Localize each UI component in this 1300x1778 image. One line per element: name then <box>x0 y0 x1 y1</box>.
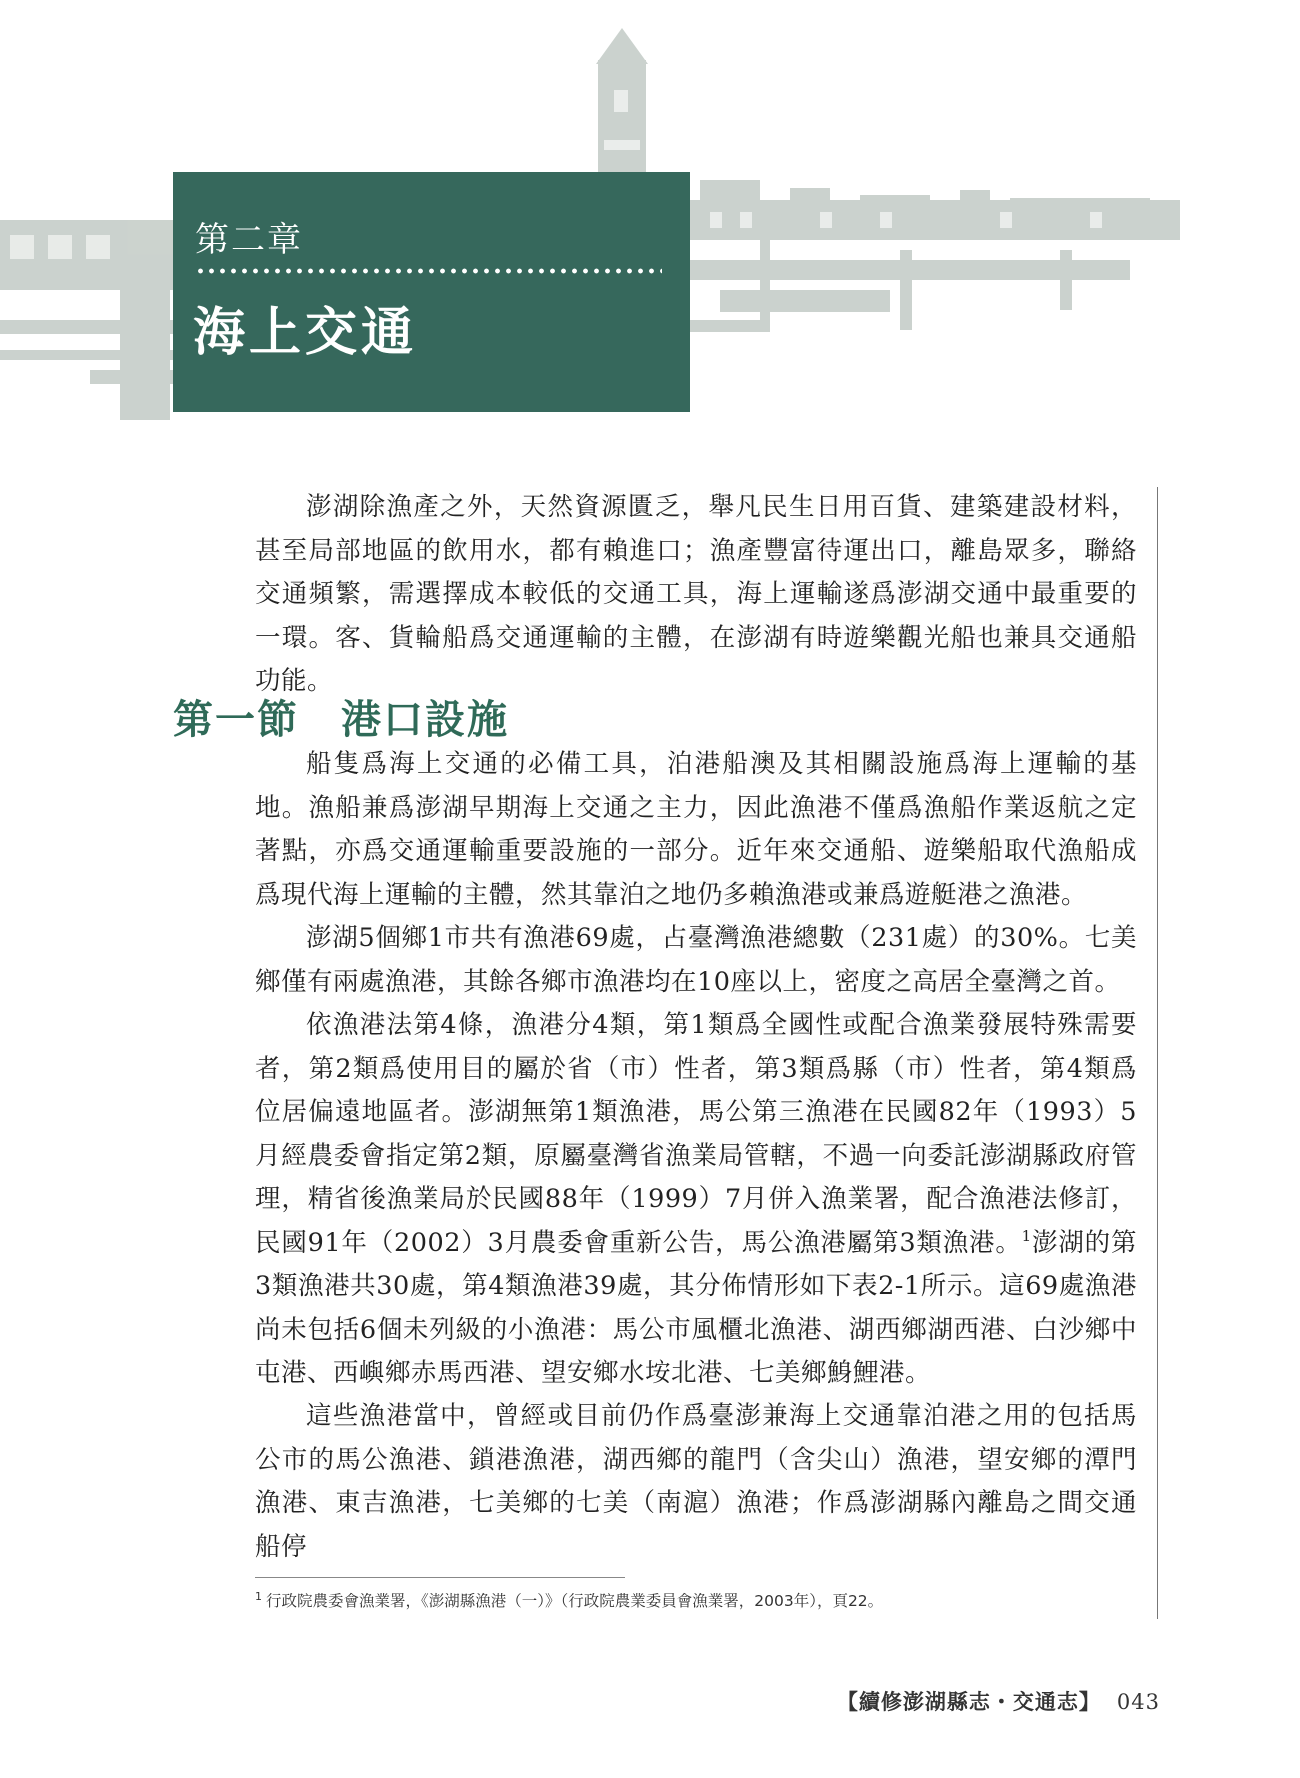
body-paragraph-3-part-b: 澎湖的第3類漁港共30處，第4類漁港39處，其分佈情形如下表2-1所示。這69處漁港尚未包括6個未列級的小漁港：馬公市風櫃北漁港、湖西鄉湖西港、白沙鄉中屯港、西嶼鄉赤馬西港、望安鄉水垵北港、七美鄉鯓鯉港。 <box>255 1227 1137 1388</box>
footnote <box>255 1589 883 1611</box>
body-paragraph-1: 船隻爲海上交通的必備工具，泊港船澳及其相關設施爲海上運輸的基地。漁船兼爲澎湖早期海上交通之主力，因此漁港不僅爲漁船作業返航之定著點，亦爲交通運輸重要設施的一部分。近年來交通船、遊樂船取代漁船成爲現代海上運輸的主體，然其靠泊之地仍多賴漁港或兼爲遊艇港之漁港。 <box>255 749 1137 910</box>
body-paragraph-3 <box>255 1004 1137 1396</box>
book-title: 【續修澎湖縣志・交通志】 <box>836 1689 1101 1714</box>
intro-paragraph: 澎湖除漁產之外，天然資源匱乏，舉凡民生日用百貨、建築建設材料，甚至局部地區的飲用水，都有賴進口；漁產豐富待運出口，離島眾多，聯絡交通頻繁，需選擇成本較低的交通工具，海上運輸遂爲澎湖交通中最重要的一環。客、貨輪船爲交通運輸的主體，在澎湖有時遊樂觀光船也兼具交通船功能。 <box>255 492 1137 696</box>
chapter-label: 第二章 <box>195 220 303 260</box>
body-paragraph-4: 這些漁港當中，曾經或目前仍作爲臺澎兼海上交通靠泊港之用的包括馬公市的馬公漁港、鎖港漁港，湖西鄉的龍門（含尖山）漁港，望安鄉的潭門漁港、東吉漁港，七美鄉的七美（南滬）漁港；作爲澎湖縣內離島之間交通船停 <box>255 1401 1137 1562</box>
chapter-heading-box <box>173 172 690 412</box>
margin-rule <box>1157 487 1158 1619</box>
running-footer <box>837 1686 1160 1716</box>
footnote-marker: 1 <box>255 1590 262 1603</box>
section-title: 第一節 港口設施 <box>173 696 509 743</box>
page-number: 043 <box>1116 1690 1160 1714</box>
dotted-divider <box>195 268 662 274</box>
body-paragraph-2: 澎湖5個鄉1市共有漁港69處，占臺灣漁港總數（231處）的30%。七美鄉僅有兩處漁港，其餘各鄉市漁港均在10座以上，密度之高居全臺灣之首。 <box>255 923 1137 997</box>
footnote-divider <box>255 1577 625 1578</box>
footnote-text: 行政院農委會漁業署，《澎湖縣漁港（一）》（行政院農業委員會漁業署，2003年），頁22。 <box>266 1592 884 1610</box>
footnote-reference: 1 <box>1021 1226 1032 1245</box>
body-paragraph-3-part-a: 依漁港法第4條，漁港分4類，第1類爲全國性或配合漁業發展特殊需要者，第2類爲使用目的屬於省（市）性者，第3類爲縣（市）性者，第4類爲位居偏遠地區者。澎湖無第1類漁港，馬公第三漁港在民國82年（1993）5月經農委會指定第2類，原屬臺灣省漁業局管轄，不過一向委託澎湖縣政府管理，精省後漁業局於民國88年（1999）7月併入漁業署，配合漁港法修訂，民國91年（2002）3月農委會重新公告，馬公漁港屬第3類漁港。 <box>255 1010 1137 1258</box>
chapter-title: 海上交通 <box>193 302 418 363</box>
